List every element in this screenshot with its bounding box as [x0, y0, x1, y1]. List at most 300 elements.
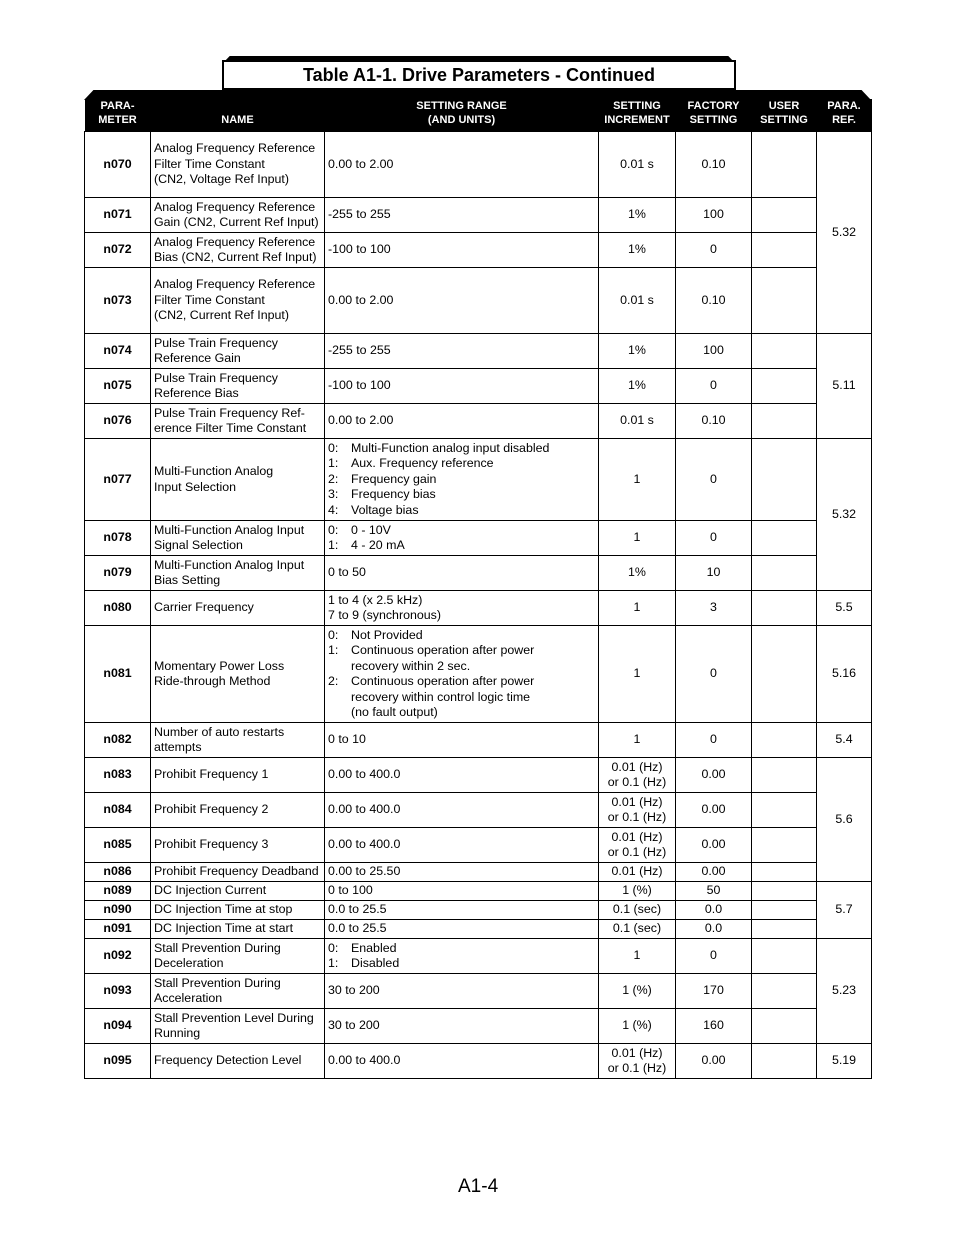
parameter-code: n086 [85, 863, 151, 882]
para-ref: 5.32 [817, 439, 872, 591]
table-row [85, 723, 872, 758]
user-setting [752, 268, 817, 334]
para-ref: 5.5 [817, 591, 872, 626]
text-line: Filter Time Constant [154, 292, 265, 307]
user-setting [752, 758, 817, 793]
user-setting [752, 793, 817, 828]
user-setting [752, 233, 817, 268]
para-ref: 5.23 [817, 939, 872, 1044]
parameter-code: n094 [85, 1009, 151, 1044]
text-line: erence Filter Time Constant [154, 421, 307, 435]
table-row [85, 828, 872, 863]
text-line: 1 to 4 (x 2.5 kHz) [328, 592, 423, 607]
parameter-code: n082 [85, 723, 151, 758]
parameter-code: n076 [85, 404, 151, 439]
user-setting [752, 591, 817, 626]
text-line: 1% [628, 207, 646, 222]
user-setting [752, 974, 817, 1009]
header-parameter: PARA- METER [85, 99, 151, 132]
user-setting [752, 1044, 817, 1079]
option-number: 0: [328, 627, 339, 642]
user-setting [752, 369, 817, 404]
setting-increment [599, 863, 676, 882]
text-line: 0.01 (Hz) [611, 1045, 663, 1060]
setting-increment [599, 1009, 676, 1044]
text-line: 0.01 s [620, 156, 654, 171]
header-factory-setting: FACTORY SETTING [676, 99, 752, 132]
text-line: attempts [154, 740, 202, 754]
parameter-name [151, 793, 325, 828]
parameter-name [151, 132, 325, 198]
text-line: Prohibit Frequency 2 [154, 802, 269, 817]
table-row [85, 863, 872, 882]
text-line: 1 [633, 948, 641, 963]
parameter-code: n090 [85, 901, 151, 920]
option-number [328, 690, 351, 706]
setting-increment [599, 758, 676, 793]
setting-increment [599, 723, 676, 758]
text-line: DC Injection Current [154, 883, 267, 898]
option-text: Disabled [351, 956, 400, 970]
setting-range [325, 863, 599, 882]
text-line: Pulse Train Frequency [154, 370, 278, 385]
user-setting [752, 882, 817, 901]
factory-setting: 0 [676, 723, 752, 758]
range-option [328, 941, 595, 957]
parameter-code: n095 [85, 1044, 151, 1079]
parameter-code: n070 [85, 132, 151, 198]
setting-increment [599, 793, 676, 828]
factory-setting: 0.10 [676, 132, 752, 198]
text-line: Analog Frequency Reference [154, 141, 316, 156]
parameter-name [151, 439, 325, 521]
setting-increment [599, 132, 676, 198]
setting-range [325, 1044, 599, 1079]
text-line: Signal Selection [154, 538, 243, 552]
setting-increment [599, 369, 676, 404]
table-row [85, 882, 872, 901]
table-row [85, 901, 872, 920]
option-text: Continuous operation after power [351, 643, 535, 657]
text-line: 0.1 (sec) [612, 921, 662, 936]
user-setting [752, 920, 817, 939]
factory-setting: 0.10 [676, 268, 752, 334]
setting-increment [599, 1044, 676, 1079]
option-text: Continuous operation after power [351, 674, 535, 688]
option-number: 1: [328, 956, 339, 970]
parameter-code: n092 [85, 939, 151, 974]
setting-increment [599, 521, 676, 556]
setting-range [325, 723, 599, 758]
setting-increment [599, 233, 676, 268]
factory-setting: 100 [676, 198, 752, 233]
text-line: 1 (%) [622, 983, 652, 998]
setting-increment [599, 828, 676, 863]
text-line: 1 (%) [622, 1018, 652, 1033]
setting-range [325, 920, 599, 939]
option-number: 3: [328, 487, 339, 502]
text-line: 0.00 to 25.50 [328, 864, 401, 879]
text-line: 0.01 (Hz) [611, 759, 663, 774]
table-row [85, 334, 872, 369]
table-row [85, 132, 872, 198]
text-line: Running [154, 1026, 201, 1040]
table-row [85, 439, 872, 521]
text-line: Prohibit Frequency 3 [154, 837, 269, 852]
text-line: 0.00 to 400.0 [328, 1053, 401, 1068]
parameter-name [151, 863, 325, 882]
text-line: Frequency Detection Level [154, 1053, 302, 1068]
text-line: 0.01 (Hz) [611, 794, 663, 809]
user-setting [752, 404, 817, 439]
text-line: Pulse Train Frequency Ref- [154, 405, 305, 420]
setting-range [325, 626, 599, 723]
text-line: 0.00 to 400.0 [328, 767, 401, 782]
text-line: Analog Frequency Reference [154, 199, 316, 214]
setting-range [325, 882, 599, 901]
text-line: Multi-Function Analog Input [154, 557, 305, 572]
user-setting [752, 334, 817, 369]
text-line: DC Injection Time at stop [154, 902, 293, 917]
setting-increment [599, 268, 676, 334]
para-ref: 5.19 [817, 1044, 872, 1079]
text-line: Gain (CN2, Current Ref Input) [154, 215, 319, 229]
header-setting-range: SETTING RANGE (AND UNITS) [325, 99, 599, 132]
parameter-name [151, 1044, 325, 1079]
para-ref: 5.32 [817, 132, 872, 334]
text-line: 0 to 50 [328, 565, 366, 580]
text-line: Stall Prevention Level During [154, 1010, 314, 1025]
option-text: Aux. Frequency reference [351, 456, 494, 471]
option-text: Enabled [351, 940, 397, 955]
range-option [328, 659, 595, 675]
table-row [85, 369, 872, 404]
setting-range [325, 233, 599, 268]
table-row [85, 1044, 872, 1079]
table-row [85, 521, 872, 556]
setting-range [325, 591, 599, 626]
para-ref: 5.16 [817, 626, 872, 723]
setting-increment [599, 974, 676, 1009]
setting-increment [599, 404, 676, 439]
parameter-name [151, 626, 325, 723]
factory-setting: 0 [676, 439, 752, 521]
text-line: 0.1 (sec) [612, 902, 662, 917]
text-line: 0.0 to 25.5 [328, 921, 387, 936]
header-user-setting: USER SETTING [752, 99, 817, 132]
range-option [328, 628, 595, 644]
parameter-code: n078 [85, 521, 151, 556]
para-ref: 5.6 [817, 758, 872, 882]
text-line: 0.00 to 400.0 [328, 802, 401, 817]
text-line: 0.01 (Hz) [611, 864, 663, 879]
user-setting [752, 198, 817, 233]
table-row [85, 233, 872, 268]
text-line: 30 to 200 [328, 983, 380, 998]
option-number: 2: [328, 471, 339, 486]
factory-setting: 0.00 [676, 758, 752, 793]
table-row [85, 556, 872, 591]
parameter-name [151, 920, 325, 939]
text-line: 1 (%) [622, 883, 652, 898]
parameter-name [151, 198, 325, 233]
parameter-code: n089 [85, 882, 151, 901]
range-option [328, 472, 595, 488]
setting-increment [599, 591, 676, 626]
text-line: 0.01 s [620, 292, 654, 307]
option-number [328, 705, 351, 721]
table-row [85, 793, 872, 828]
factory-setting: 0.00 [676, 828, 752, 863]
setting-range [325, 974, 599, 1009]
option-number: 0: [328, 440, 339, 455]
parameter-name [151, 591, 325, 626]
setting-increment [599, 334, 676, 369]
text-line: or 0.1 (Hz) [607, 1061, 667, 1075]
text-line: 1% [628, 378, 646, 393]
text-line: 1% [628, 343, 646, 358]
table-row [85, 758, 872, 793]
text-line: Reference Bias [154, 386, 239, 400]
parameter-code: n075 [85, 369, 151, 404]
parameter-name [151, 1009, 325, 1044]
parameter-name [151, 369, 325, 404]
range-option [328, 956, 595, 972]
para-ref: 5.11 [817, 334, 872, 439]
option-text: Multi-Function analog input disabled [351, 440, 550, 455]
table-row [85, 268, 872, 334]
option-text: recovery within 2 sec. [351, 658, 471, 673]
parameter-code: n084 [85, 793, 151, 828]
factory-setting: 170 [676, 974, 752, 1009]
factory-setting: 0.00 [676, 863, 752, 882]
text-line: 1% [628, 242, 646, 257]
parameter-code: n079 [85, 556, 151, 591]
parameter-name [151, 901, 325, 920]
text-line: -255 to 255 [328, 207, 391, 222]
setting-increment [599, 939, 676, 974]
text-line: Pulse Train Frequency [154, 335, 278, 350]
setting-increment [599, 882, 676, 901]
option-number: 2: [328, 674, 339, 688]
text-line: Stall Prevention During [154, 975, 281, 990]
text-line: Acceleration [154, 991, 223, 1005]
factory-setting: 100 [676, 334, 752, 369]
text-line: 0.00 to 2.00 [328, 413, 394, 428]
text-line: 0 to 100 [328, 883, 373, 898]
option-number: 1: [328, 456, 339, 471]
text-line: Filter Time Constant [154, 156, 265, 171]
text-line: 1 [633, 530, 641, 545]
text-line: DC Injection Time at start [154, 921, 294, 936]
user-setting [752, 439, 817, 521]
text-line: Bias Setting [154, 573, 221, 587]
user-setting [752, 939, 817, 974]
setting-increment [599, 920, 676, 939]
setting-increment [599, 626, 676, 723]
para-ref: 5.4 [817, 723, 872, 758]
text-line: Prohibit Frequency Deadband [154, 864, 319, 879]
para-ref: 5.7 [817, 882, 872, 939]
table-row [85, 626, 872, 723]
option-number: 0: [328, 940, 339, 955]
factory-setting: 0.0 [676, 901, 752, 920]
range-option [328, 643, 595, 659]
text-line: 1 [633, 600, 641, 615]
text-line: or 0.1 (Hz) [607, 775, 667, 789]
parameter-code: n071 [85, 198, 151, 233]
parameter-name [151, 268, 325, 334]
table-row [85, 974, 872, 1009]
option-number: 4: [328, 502, 339, 517]
table-row [85, 939, 872, 974]
option-text: Frequency bias [351, 487, 436, 502]
range-option [328, 456, 595, 472]
text-line: Momentary Power Loss [154, 658, 285, 673]
text-line: (CN2, Current Ref Input) [154, 308, 289, 323]
text-line: Ride-through Method [154, 674, 271, 688]
parameter-code: n093 [85, 974, 151, 1009]
parameter-name [151, 334, 325, 369]
factory-setting: 0 [676, 939, 752, 974]
parameter-name [151, 723, 325, 758]
text-line: Multi-Function Analog Input [154, 522, 305, 537]
parameter-name [151, 939, 325, 974]
text-line: 1 [633, 666, 641, 681]
parameter-code: n085 [85, 828, 151, 863]
setting-range [325, 758, 599, 793]
factory-setting: 0 [676, 233, 752, 268]
parameter-name [151, 882, 325, 901]
parameter-name [151, 758, 325, 793]
option-number: 1: [328, 643, 339, 657]
user-setting [752, 901, 817, 920]
text-line: Analog Frequency Reference [154, 277, 316, 292]
table-row [85, 920, 872, 939]
range-option [328, 674, 595, 690]
parameter-code: n083 [85, 758, 151, 793]
text-line: Input Selection [154, 479, 236, 494]
factory-setting: 0.00 [676, 793, 752, 828]
text-line: Analog Frequency Reference [154, 234, 316, 249]
factory-setting: 0.10 [676, 404, 752, 439]
setting-range [325, 198, 599, 233]
option-text: recovery within control logic time [351, 689, 531, 704]
table-title-container [222, 56, 736, 90]
setting-increment [599, 198, 676, 233]
parameter-code: n091 [85, 920, 151, 939]
setting-range [325, 521, 599, 556]
page-number: A1-4 [458, 1176, 499, 1197]
parameter-code: n077 [85, 439, 151, 521]
user-setting [752, 556, 817, 591]
setting-range [325, 268, 599, 334]
text-line: Carrier Frequency [154, 600, 254, 615]
text-line: Stall Prevention During [154, 940, 281, 955]
user-setting [752, 132, 817, 198]
range-option [328, 441, 595, 457]
text-line: 0.00 to 2.00 [328, 292, 394, 307]
option-text: Voltage bias [351, 502, 419, 517]
option-text: 4 - 20 mA [351, 538, 405, 552]
text-line: Number of auto restarts [154, 724, 285, 739]
text-line: Reference Gain [154, 351, 241, 365]
factory-setting: 0 [676, 521, 752, 556]
user-setting [752, 723, 817, 758]
text-line: 0.01 s [620, 413, 654, 428]
factory-setting: 0.0 [676, 920, 752, 939]
text-line: 0.0 to 25.5 [328, 902, 387, 917]
user-setting [752, 1009, 817, 1044]
text-line: Multi-Function Analog [154, 464, 274, 478]
text-line: (CN2, Voltage Ref Input) [154, 172, 289, 187]
parameter-code: n072 [85, 233, 151, 268]
range-option [328, 523, 595, 539]
setting-range [325, 793, 599, 828]
text-line: 0.00 to 2.00 [328, 156, 394, 171]
table-row [85, 198, 872, 233]
parameter-name [151, 404, 325, 439]
table-header-row [85, 99, 872, 132]
setting-range [325, 369, 599, 404]
setting-range [325, 439, 599, 521]
factory-setting: 160 [676, 1009, 752, 1044]
setting-range [325, 901, 599, 920]
range-option [328, 487, 595, 503]
text-line: 1% [628, 565, 646, 580]
table-row [85, 404, 872, 439]
setting-range [325, 1009, 599, 1044]
setting-range [325, 828, 599, 863]
parameter-code: n081 [85, 626, 151, 723]
parameter-code: n074 [85, 334, 151, 369]
option-text: Not Provided [351, 627, 423, 642]
parameter-code: n080 [85, 591, 151, 626]
text-line: Deceleration [154, 956, 224, 970]
option-number [328, 659, 351, 675]
setting-range [325, 556, 599, 591]
setting-increment [599, 556, 676, 591]
text-line: 0.01 (Hz) [611, 829, 663, 844]
option-number: 0: [328, 522, 339, 537]
user-setting [752, 521, 817, 556]
text-line: Prohibit Frequency 1 [154, 767, 269, 782]
option-number: 1: [328, 538, 339, 552]
factory-setting: 0.00 [676, 1044, 752, 1079]
setting-range [325, 404, 599, 439]
text-line: Bias (CN2, Current Ref Input) [154, 250, 317, 264]
option-text: (no fault output) [351, 705, 438, 719]
factory-setting: 3 [676, 591, 752, 626]
parameter-code: n073 [85, 268, 151, 334]
table-body [85, 132, 872, 1079]
range-option [328, 690, 595, 706]
user-setting [752, 626, 817, 723]
text-line: -100 to 100 [328, 242, 391, 257]
setting-range [325, 132, 599, 198]
range-option [328, 705, 595, 721]
header-setting-increment: SETTING INCREMENT [599, 99, 676, 132]
factory-setting: 10 [676, 556, 752, 591]
factory-setting: 0 [676, 369, 752, 404]
factory-setting: 50 [676, 882, 752, 901]
range-option [328, 503, 595, 519]
parameter-name [151, 974, 325, 1009]
text-line: 7 to 9 (synchronous) [328, 608, 441, 622]
option-text: Frequency gain [351, 471, 437, 486]
text-line: 1 [633, 732, 641, 747]
table-title: Table A1-1. Drive Parameters - Continued [222, 60, 736, 90]
